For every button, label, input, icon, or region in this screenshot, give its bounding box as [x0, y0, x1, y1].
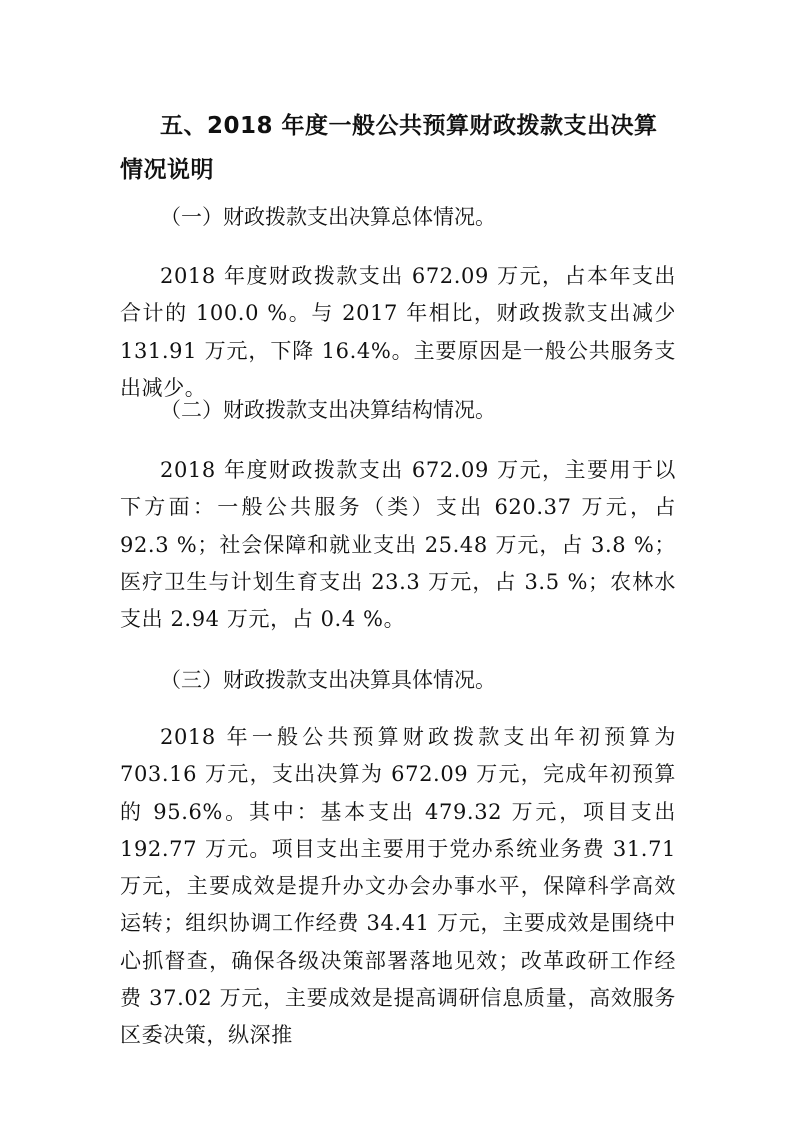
paragraph-overall: 2018 年度财政拨款支出 672.09 万元，占本年支出合计的 100.0 %。与 2017 年相比，财政拨款支出减少 131.91 万元，下降 16.4%。主要原因是一般公共服务支出减少。: [120, 264, 676, 400]
subsection-title-details: （三）财政拨款支出决算具体情况。: [160, 668, 496, 692]
paragraph-details: 2018 年一般公共预算财政拨款支出年初预算为 703.16 万元，支出决算为 672.09 万元，完成年初预算的 95.6%。其中：基本支出 479.32 万元，项目支出 192.77 万元。项目支出主要用于党办系统业务费 31.71 万元，主要成效是提升办文办会办事水平，保障科学高效运转；组织协调工作经费 34.41 万元，主要成效是围绕中心抓督查，确保各级决策部署落地见效；改革政研工作经费 37.02 万元，主要成效是提高调研信息质量，高效服务区委决策，纵深推: [120, 725, 676, 1048]
subsection-title-overall: （一）财政拨款支出决算总体情况。: [160, 205, 496, 229]
section-heading: 五、2018 年度一般公共预算财政拨款支出决算情况说明: [120, 113, 658, 183]
subsection-title-structure: （二）财政拨款支出决算结构情况。: [160, 398, 496, 422]
paragraph-structure: 2018 年度财政拨款支出 672.09 万元，主要用于以下方面：一般公共服务（类）支出 620.37 万元，占 92.3 %；社会保障和就业支出 25.48 万元，占 3.8 %；医疗卫生与计划生育支出 23.3 万元，占 3.5 %；农林水支出 2.94 万元，占 0.4 %。: [120, 458, 676, 632]
